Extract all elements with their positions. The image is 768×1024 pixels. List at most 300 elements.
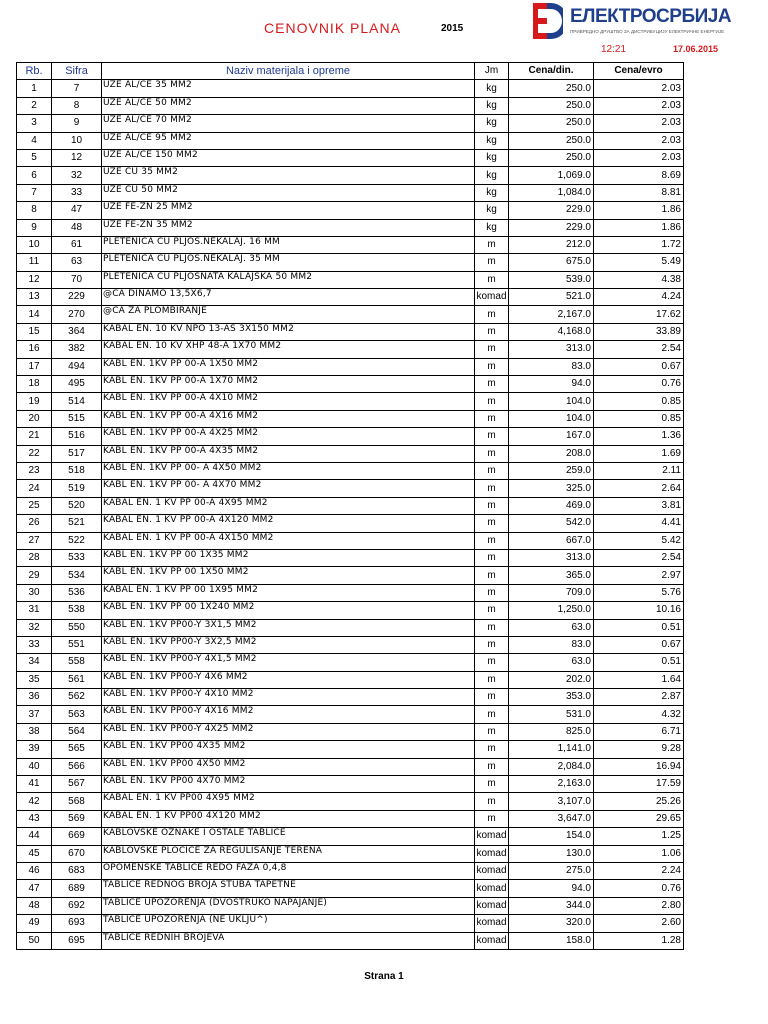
- cell-jm: kg: [475, 80, 509, 97]
- cell-naziv: KABAL EN. 10 KV XHP 48-A 1X70 MM2: [102, 341, 475, 358]
- cell-jm: m: [475, 480, 509, 497]
- cell-naziv: KABL EN. 1KV PP 00- A 4X70 MM2: [102, 480, 475, 497]
- cell-rb: 38: [17, 723, 52, 740]
- cell-sifra: 538: [52, 602, 102, 619]
- cell-cena-din: 1,084.0: [509, 184, 594, 201]
- cell-jm: m: [475, 741, 509, 758]
- table-body: [17, 80, 684, 950]
- cell-naziv: @CA ZA PLOMBIRANJE: [102, 306, 475, 323]
- table-row: [17, 758, 684, 775]
- cell-naziv: OPOMENSKE TABLICE REDO FAZA 0,4,8: [102, 862, 475, 879]
- cell-cena-din: 250.0: [509, 115, 594, 132]
- cell-naziv: UZE AL/CE 95 MM2: [102, 132, 475, 149]
- table-row: [17, 445, 684, 462]
- cell-cena-evro: 2.97: [594, 567, 684, 584]
- cell-cena-evro: 0.51: [594, 654, 684, 671]
- table-row: [17, 132, 684, 149]
- cell-naziv: KABL EN. 1KV PP 00-A 1X50 MM2: [102, 358, 475, 375]
- cell-cena-evro: 1.86: [594, 202, 684, 219]
- cell-jm: komad: [475, 897, 509, 914]
- cell-jm: m: [475, 810, 509, 827]
- cell-cena-din: 539.0: [509, 271, 594, 288]
- cell-cena-din: 675.0: [509, 254, 594, 271]
- cell-rb: 37: [17, 706, 52, 723]
- table-row: [17, 306, 684, 323]
- table-row: [17, 549, 684, 566]
- cell-cena-din: 542.0: [509, 515, 594, 532]
- cell-cena-din: 2,167.0: [509, 306, 594, 323]
- cell-naziv: UZE FE-ZN 25 MM2: [102, 202, 475, 219]
- cell-cena-evro: 1.64: [594, 671, 684, 688]
- cell-cena-evro: 5.76: [594, 584, 684, 601]
- cell-jm: m: [475, 758, 509, 775]
- table-row: [17, 932, 684, 949]
- cell-jm: m: [475, 584, 509, 601]
- table-row: [17, 115, 684, 132]
- column-header-cena-din: Cena/din.: [509, 63, 594, 80]
- cell-jm: m: [475, 306, 509, 323]
- cell-cena-din: 825.0: [509, 723, 594, 740]
- table-row: [17, 376, 684, 393]
- cell-cena-evro: 1.86: [594, 219, 684, 236]
- cell-cena-din: 325.0: [509, 480, 594, 497]
- cell-cena-din: 202.0: [509, 671, 594, 688]
- cell-sifra: 670: [52, 845, 102, 862]
- cell-cena-din: 229.0: [509, 219, 594, 236]
- cell-naziv: KABAL EN. 10 KV NPO 13-AS 3X150 MM2: [102, 323, 475, 340]
- cell-cena-din: 158.0: [509, 932, 594, 949]
- print-date: 17.06.2015: [673, 44, 719, 54]
- cell-cena-evro: 6.71: [594, 723, 684, 740]
- cell-rb: 45: [17, 845, 52, 862]
- cell-cena-din: 3,107.0: [509, 793, 594, 810]
- column-header-cena-evro: Cena/evro: [594, 63, 684, 80]
- cell-sifra: 33: [52, 184, 102, 201]
- cell-jm: m: [475, 271, 509, 288]
- table-row: [17, 602, 684, 619]
- print-time: 12:21: [601, 44, 627, 55]
- cell-rb: 19: [17, 393, 52, 410]
- cell-rb: 33: [17, 636, 52, 653]
- cell-sifra: 47: [52, 202, 102, 219]
- cell-naziv: TABLICE REDNOG BROJA STUBA TAPETNE: [102, 880, 475, 897]
- table-row: [17, 689, 684, 706]
- cell-naziv: TABLICE UPOZORENJA (DVOSTRUKO NAPAJANJE): [102, 897, 475, 914]
- cell-cena-din: 469.0: [509, 497, 594, 514]
- cell-cena-din: 250.0: [509, 132, 594, 149]
- table-row: [17, 80, 684, 97]
- cell-cena-evro: 2.03: [594, 80, 684, 97]
- cell-rb: 36: [17, 689, 52, 706]
- cell-naziv: PLETENICA CU PLJOS.NEKALAJ. 16 MM: [102, 236, 475, 253]
- cell-naziv: KABL EN. 1KV PP 00-A 1X70 MM2: [102, 376, 475, 393]
- cell-cena-din: 130.0: [509, 845, 594, 862]
- cell-sifra: 7: [52, 80, 102, 97]
- cell-rb: 23: [17, 462, 52, 479]
- cell-jm: komad: [475, 915, 509, 932]
- cell-cena-evro: 2.24: [594, 862, 684, 879]
- cell-naziv: KABL EN. 1KV PP00-Y 3X1,5 MM2: [102, 619, 475, 636]
- cell-jm: kg: [475, 115, 509, 132]
- cell-rb: 17: [17, 358, 52, 375]
- cell-cena-din: 250.0: [509, 97, 594, 114]
- page-number: Strana 1: [364, 971, 404, 982]
- cell-rb: 50: [17, 932, 52, 949]
- cell-naziv: KABL EN. 1KV PP 00-A 4X35 MM2: [102, 445, 475, 462]
- cell-cena-din: 365.0: [509, 567, 594, 584]
- table-header-row: [17, 63, 684, 80]
- cell-rb: 40: [17, 758, 52, 775]
- cell-naziv: UZE AL/CE 150 MM2: [102, 149, 475, 166]
- cell-naziv: KABL EN. 1KV PP00-Y 4X16 MM2: [102, 706, 475, 723]
- table-row: [17, 236, 684, 253]
- cell-sifra: 561: [52, 671, 102, 688]
- cell-cena-din: 1,141.0: [509, 741, 594, 758]
- cell-cena-din: 667.0: [509, 532, 594, 549]
- cell-naziv: KABAL EN. 1 KV PP00 4X95 MM2: [102, 793, 475, 810]
- document-title: CENOVNIK PLANA: [264, 20, 401, 36]
- table-row: [17, 393, 684, 410]
- cell-jm: m: [475, 497, 509, 514]
- cell-sifra: 48: [52, 219, 102, 236]
- cell-naziv: UZE FE-ZN 35 MM2: [102, 219, 475, 236]
- cell-cena-evro: 1.06: [594, 845, 684, 862]
- cell-naziv: TABLICE REDNIH BROJEVA: [102, 932, 475, 949]
- cell-sifra: 521: [52, 515, 102, 532]
- table-row: [17, 341, 684, 358]
- cell-jm: kg: [475, 97, 509, 114]
- cell-cena-evro: 17.62: [594, 306, 684, 323]
- table-row: [17, 532, 684, 549]
- cell-cena-evro: 0.67: [594, 636, 684, 653]
- cell-cena-evro: 3.81: [594, 497, 684, 514]
- cell-sifra: 10: [52, 132, 102, 149]
- table-row: [17, 358, 684, 375]
- cell-rb: 30: [17, 584, 52, 601]
- cell-naziv: KABL EN. 1KV PP 00 1X50 MM2: [102, 567, 475, 584]
- cell-jm: komad: [475, 880, 509, 897]
- table-row: [17, 462, 684, 479]
- table-row: [17, 219, 684, 236]
- cell-sifra: 517: [52, 445, 102, 462]
- cell-jm: kg: [475, 149, 509, 166]
- cell-cena-din: 531.0: [509, 706, 594, 723]
- cell-jm: m: [475, 636, 509, 653]
- cell-cena-din: 2,163.0: [509, 776, 594, 793]
- cell-jm: m: [475, 515, 509, 532]
- cell-naziv: KABAL EN. 1 KV PP 00-A 4X95 MM2: [102, 497, 475, 514]
- cell-naziv: KABAL EN. 1 KV PP 00-A 4X120 MM2: [102, 515, 475, 532]
- cell-cena-evro: 2.87: [594, 689, 684, 706]
- cell-sifra: 495: [52, 376, 102, 393]
- cell-naziv: KABL EN. 1KV PP 00-A 4X10 MM2: [102, 393, 475, 410]
- cell-jm: m: [475, 376, 509, 393]
- cell-rb: 32: [17, 619, 52, 636]
- cell-jm: m: [475, 776, 509, 793]
- cell-cena-din: 154.0: [509, 828, 594, 845]
- cell-rb: 21: [17, 428, 52, 445]
- cell-rb: 3: [17, 115, 52, 132]
- cell-cena-evro: 2.11: [594, 462, 684, 479]
- table-row: [17, 880, 684, 897]
- cell-jm: kg: [475, 132, 509, 149]
- cell-sifra: 536: [52, 584, 102, 601]
- cell-rb: 22: [17, 445, 52, 462]
- cell-rb: 18: [17, 376, 52, 393]
- cell-naziv: KABL EN. 1KV PP00 4X70 MM2: [102, 776, 475, 793]
- cell-rb: 2: [17, 97, 52, 114]
- cell-sifra: 520: [52, 497, 102, 514]
- table-row: [17, 897, 684, 914]
- cell-cena-din: 320.0: [509, 915, 594, 932]
- table-row: [17, 828, 684, 845]
- table-row: [17, 776, 684, 793]
- cell-sifra: 563: [52, 706, 102, 723]
- cell-jm: komad: [475, 932, 509, 949]
- cell-naziv: PLETENICA CU PLJOSNATA KALAJSKA 50 MM2: [102, 271, 475, 288]
- cell-cena-evro: 8.69: [594, 167, 684, 184]
- cell-cena-evro: 2.80: [594, 897, 684, 914]
- cell-sifra: 669: [52, 828, 102, 845]
- cell-jm: m: [475, 445, 509, 462]
- cell-rb: 47: [17, 880, 52, 897]
- cell-rb: 34: [17, 654, 52, 671]
- cell-jm: komad: [475, 828, 509, 845]
- cell-sifra: 63: [52, 254, 102, 271]
- table-row: [17, 202, 684, 219]
- cell-cena-evro: 0.67: [594, 358, 684, 375]
- cell-sifra: 533: [52, 549, 102, 566]
- cell-jm: komad: [475, 845, 509, 862]
- table-row: [17, 723, 684, 740]
- cell-jm: kg: [475, 167, 509, 184]
- cell-jm: m: [475, 393, 509, 410]
- cell-naziv: KABLOVSKE OZNAKE I OSTALE TABLICE: [102, 828, 475, 845]
- table-row: [17, 289, 684, 306]
- cell-cena-evro: 10.16: [594, 602, 684, 619]
- cell-sifra: 695: [52, 932, 102, 949]
- cell-cena-din: 63.0: [509, 619, 594, 636]
- cell-cena-din: 208.0: [509, 445, 594, 462]
- cell-cena-evro: 1.72: [594, 236, 684, 253]
- cell-cena-din: 275.0: [509, 862, 594, 879]
- cell-cena-evro: 0.85: [594, 410, 684, 427]
- cell-rb: 48: [17, 897, 52, 914]
- cell-sifra: 382: [52, 341, 102, 358]
- cell-jm: m: [475, 358, 509, 375]
- cell-rb: 49: [17, 915, 52, 932]
- cell-jm: komad: [475, 289, 509, 306]
- cell-naziv: KABL EN. 1KV PP00-Y 4X10 MM2: [102, 689, 475, 706]
- table-row: [17, 515, 684, 532]
- cell-sifra: 689: [52, 880, 102, 897]
- cell-cena-din: 167.0: [509, 428, 594, 445]
- cell-cena-evro: 2.03: [594, 132, 684, 149]
- cell-cena-din: 63.0: [509, 654, 594, 671]
- cell-jm: m: [475, 723, 509, 740]
- column-header-rb: Rb.: [17, 63, 52, 80]
- cell-rb: 20: [17, 410, 52, 427]
- cell-naziv: UZE CU 35 MM2: [102, 167, 475, 184]
- cell-naziv: KABLOVSKE PLOCICE ZA REGULISANJE TERENA: [102, 845, 475, 862]
- table-row: [17, 323, 684, 340]
- table-row: [17, 654, 684, 671]
- cell-cena-din: 212.0: [509, 236, 594, 253]
- cell-cena-din: 313.0: [509, 341, 594, 358]
- cell-cena-evro: 4.41: [594, 515, 684, 532]
- cell-sifra: 61: [52, 236, 102, 253]
- cell-jm: m: [475, 706, 509, 723]
- cell-jm: kg: [475, 219, 509, 236]
- cell-naziv: PLETENICA CU PLJOS.NEKALAJ. 35 MM: [102, 254, 475, 271]
- cell-rb: 6: [17, 167, 52, 184]
- cell-sifra: 566: [52, 758, 102, 775]
- cell-sifra: 494: [52, 358, 102, 375]
- cell-jm: m: [475, 323, 509, 340]
- cell-naziv: @CA DINAMO 13,5X6,7: [102, 289, 475, 306]
- cell-jm: m: [475, 654, 509, 671]
- cell-cena-evro: 0.76: [594, 880, 684, 897]
- cell-sifra: 229: [52, 289, 102, 306]
- cell-rb: 11: [17, 254, 52, 271]
- table-row: [17, 497, 684, 514]
- cell-naziv: UZE AL/CE 50 MM2: [102, 97, 475, 114]
- cell-jm: m: [475, 341, 509, 358]
- cell-cena-din: 83.0: [509, 358, 594, 375]
- cell-cena-evro: 2.03: [594, 97, 684, 114]
- cell-cena-evro: 17.59: [594, 776, 684, 793]
- table-row: [17, 845, 684, 862]
- logo-mark-icon: [533, 2, 563, 40]
- cell-sifra: 519: [52, 480, 102, 497]
- cell-sifra: 518: [52, 462, 102, 479]
- table-row: [17, 167, 684, 184]
- cell-cena-evro: 1.28: [594, 932, 684, 949]
- cell-sifra: 270: [52, 306, 102, 323]
- table-row: [17, 410, 684, 427]
- cell-cena-evro: 29.65: [594, 810, 684, 827]
- cell-cena-din: 229.0: [509, 202, 594, 219]
- table-row: [17, 793, 684, 810]
- table-row: [17, 915, 684, 932]
- cell-naziv: UZE AL/CE 70 MM2: [102, 115, 475, 132]
- cell-rb: 15: [17, 323, 52, 340]
- cell-cena-evro: 0.85: [594, 393, 684, 410]
- cell-sifra: 692: [52, 897, 102, 914]
- cell-cena-din: 4,168.0: [509, 323, 594, 340]
- cell-rb: 13: [17, 289, 52, 306]
- cell-cena-evro: 2.64: [594, 480, 684, 497]
- cell-rb: 42: [17, 793, 52, 810]
- cell-cena-evro: 16.94: [594, 758, 684, 775]
- logo-tagline: ПРИВРЕДНО ДРУШТВО ЗА ДИСТРИБУЦИЈУ ЕЛЕКТРИЧНЕ ЕНЕРГИЈЕ: [570, 29, 725, 34]
- cell-sifra: 564: [52, 723, 102, 740]
- cell-naziv: UZE AL/CE 35 MM2: [102, 80, 475, 97]
- cell-cena-evro: 2.03: [594, 115, 684, 132]
- cell-naziv: KABL EN. 1KV PP00-Y 3X2,5 MM2: [102, 636, 475, 653]
- cell-sifra: 8: [52, 97, 102, 114]
- cell-rb: 41: [17, 776, 52, 793]
- cell-naziv: KABL EN. 1KV PP00-Y 4X1,5 MM2: [102, 654, 475, 671]
- cell-cena-evro: 33.89: [594, 323, 684, 340]
- cell-sifra: 70: [52, 271, 102, 288]
- cell-rb: 9: [17, 219, 52, 236]
- cell-sifra: 683: [52, 862, 102, 879]
- cell-sifra: 568: [52, 793, 102, 810]
- column-header-jm: Jm: [475, 63, 509, 80]
- cell-sifra: 514: [52, 393, 102, 410]
- cell-cena-evro: 2.03: [594, 149, 684, 166]
- cell-rb: 12: [17, 271, 52, 288]
- cell-sifra: 12: [52, 149, 102, 166]
- cell-naziv: KABL EN. 1KV PP00-Y 4X6 MM2: [102, 671, 475, 688]
- cell-jm: kg: [475, 202, 509, 219]
- table-row: [17, 254, 684, 271]
- cell-rb: 8: [17, 202, 52, 219]
- cell-naziv: KABL EN. 1KV PP 00 1X240 MM2: [102, 602, 475, 619]
- cell-cena-din: 1,069.0: [509, 167, 594, 184]
- cell-sifra: 522: [52, 532, 102, 549]
- cell-naziv: KABL EN. 1KV PP 00- A 4X50 MM2: [102, 462, 475, 479]
- logo-wordmark: ЕЛЕКТРОСРБИЈА: [570, 6, 732, 27]
- cell-cena-evro: 2.60: [594, 915, 684, 932]
- table-row: [17, 184, 684, 201]
- cell-sifra: 569: [52, 810, 102, 827]
- cell-cena-evro: 2.54: [594, 341, 684, 358]
- cell-jm: m: [475, 793, 509, 810]
- cell-sifra: 565: [52, 741, 102, 758]
- cell-jm: m: [475, 689, 509, 706]
- cell-cena-din: 94.0: [509, 376, 594, 393]
- cell-naziv: KABL EN. 1KV PP00 4X50 MM2: [102, 758, 475, 775]
- cell-cena-din: 104.0: [509, 410, 594, 427]
- cell-jm: m: [475, 428, 509, 445]
- cell-jm: m: [475, 619, 509, 636]
- cell-rb: 25: [17, 497, 52, 514]
- cell-cena-din: 344.0: [509, 897, 594, 914]
- cell-rb: 5: [17, 149, 52, 166]
- cell-cena-evro: 4.38: [594, 271, 684, 288]
- cell-rb: 28: [17, 549, 52, 566]
- cell-jm: m: [475, 532, 509, 549]
- cell-cena-din: 2,084.0: [509, 758, 594, 775]
- cell-sifra: 558: [52, 654, 102, 671]
- cell-sifra: 9: [52, 115, 102, 132]
- cell-cena-din: 353.0: [509, 689, 594, 706]
- cell-cena-din: 313.0: [509, 549, 594, 566]
- cell-rb: 43: [17, 810, 52, 827]
- cell-naziv: KABL EN. 1KV PP 00-A 4X25 MM2: [102, 428, 475, 445]
- cell-cena-din: 709.0: [509, 584, 594, 601]
- cell-cena-din: 250.0: [509, 149, 594, 166]
- cell-rb: 14: [17, 306, 52, 323]
- cell-cena-evro: 1.69: [594, 445, 684, 462]
- table-row: [17, 636, 684, 653]
- table-row: [17, 862, 684, 879]
- cell-sifra: 567: [52, 776, 102, 793]
- cell-cena-evro: 25.26: [594, 793, 684, 810]
- cell-rb: 7: [17, 184, 52, 201]
- column-header-naziv: Naziv materijala i opreme: [102, 63, 475, 80]
- table-row: [17, 149, 684, 166]
- cell-sifra: 515: [52, 410, 102, 427]
- column-header-sifra: Sifra: [52, 63, 102, 80]
- cell-sifra: 693: [52, 915, 102, 932]
- cell-sifra: 516: [52, 428, 102, 445]
- cell-jm: m: [475, 254, 509, 271]
- cell-cena-din: 94.0: [509, 880, 594, 897]
- cell-naziv: KABAL EN. 1 KV PP 00-A 4X150 MM2: [102, 532, 475, 549]
